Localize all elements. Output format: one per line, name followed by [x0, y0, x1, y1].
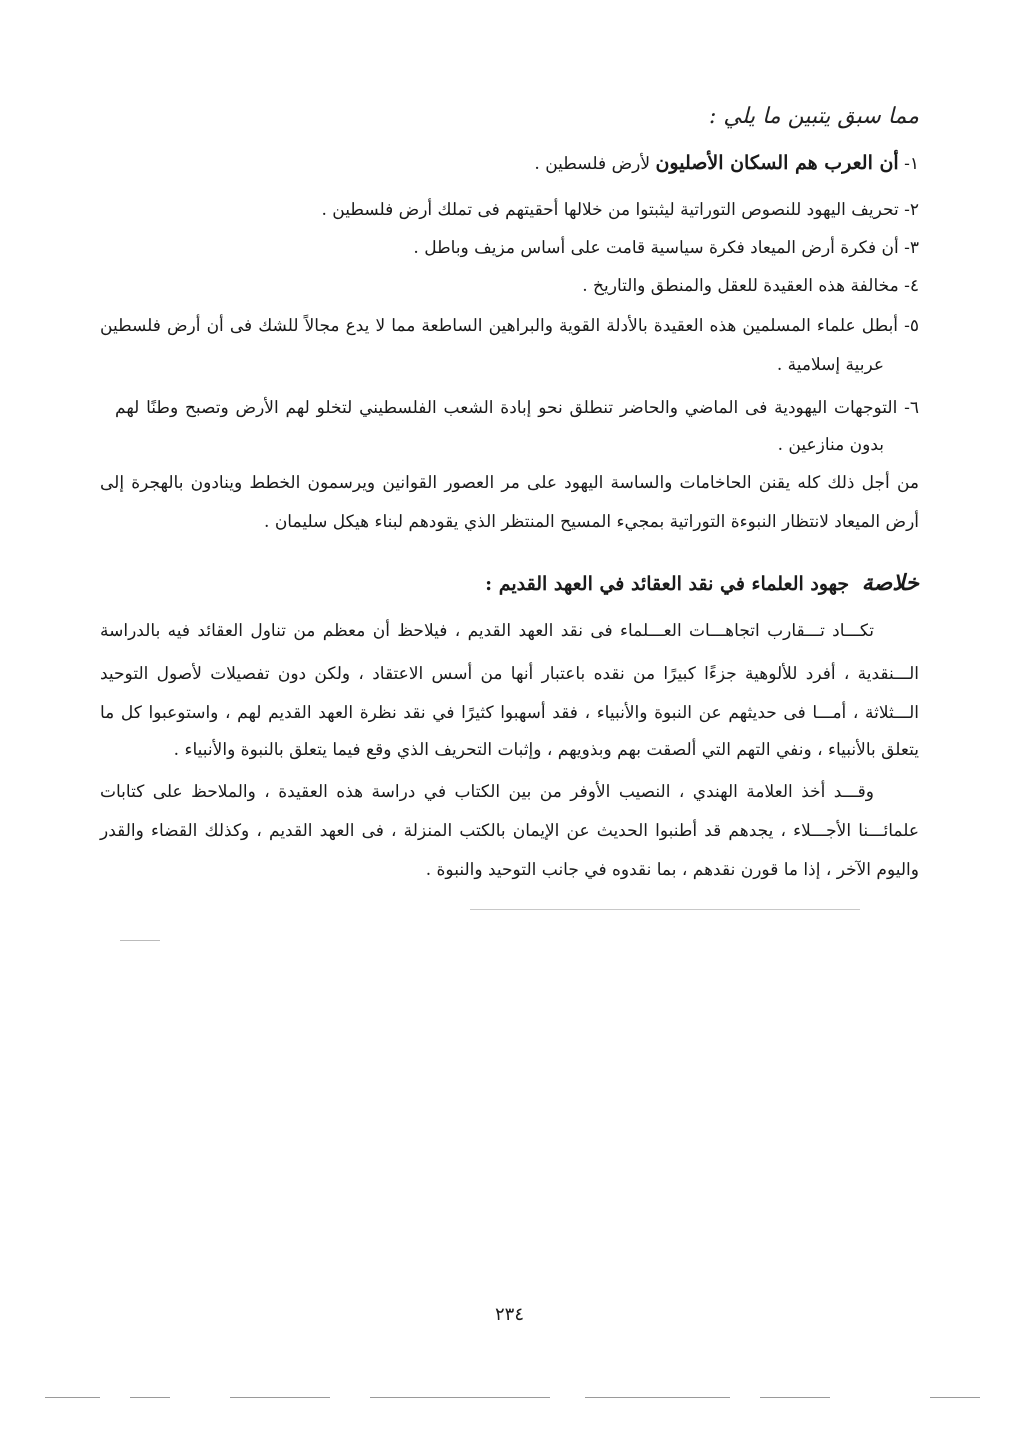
point-5-line-2: عربية إسلامية . — [776, 355, 884, 375]
point-2 — [322, 197, 920, 223]
point-5-number: ٥- — [904, 316, 919, 336]
summary-heading-handwritten: خلاصة — [861, 570, 919, 596]
handwritten-intro: مما سبق يتبين ما يلي : — [708, 104, 919, 129]
point-3-text: أن فكرة أرض الميعاد فكرة سياسية قامت على أساس مزيف وباطل . — [413, 238, 899, 258]
closing-paragraph-line-2: أرض الميعاد لانتظار النبوءة التوراتية بمجيء المسيح المنتظر الذي يقودهم لبناء هيكل سليمان . — [264, 512, 919, 532]
point-6-line-1 — [115, 395, 919, 421]
point-2-text: تحريف اليهود للنصوص التوراتية ليثبتوا من خلالها أحقيتهم فى تملك أرض فلسطين . — [321, 200, 899, 220]
point-5-line-1 — [100, 313, 919, 339]
summary-heading — [485, 570, 919, 596]
point-6-number: ٦- — [904, 398, 920, 418]
point-6-text: التوجهات اليهودية فى الماضي والحاضر تنطلق نحو إبادة الشعب الفلسطيني لتخلو لهم الأرض وتصبح وطنًا لهم — [115, 398, 898, 418]
scan-edge-rule — [760, 1397, 830, 1398]
scan-edge-rule — [930, 1397, 980, 1398]
scan-speck — [120, 940, 160, 941]
point-2-number: ٢- — [904, 200, 919, 220]
page-number: ٢٣٤ — [494, 1304, 524, 1325]
scan-edge-rule — [585, 1397, 730, 1398]
summary-p1-line-1: تكـــاد تـــقارب اتجاهـــات العـــلماء فى نقد العهد القديم ، فيلاحظ أن معظم من تناول العقائد فيه بالدراسة — [100, 621, 874, 641]
point-1 — [534, 150, 919, 177]
point-3 — [413, 235, 919, 261]
scan-speck — [470, 909, 860, 910]
summary-p1-line-4: يتعلق بالأنبياء ، ونفي التهم التي ألصقت بهم وبذويهم ، وإثبات التحريف الذي وقع فيما يتعلق بالنبوة والأنبياء . — [173, 740, 919, 760]
summary-p2-line-2: علمائـــنا الأجـــلاء ، يجدهم قد أطنبوا الحديث عن الإيمان بالكتب المنزلة ، فى العهد القديم ، وكذلك القضاء والقدر — [100, 821, 919, 841]
summary-p2-line-1: وقـــد أخذ العلامة الهندي ، النصيب الأوفر من بين الكتاب في دراسة هذه العقيدة ، والملاحظ على كتابات — [100, 782, 874, 802]
scan-edge-rule — [230, 1397, 330, 1398]
scan-edge-rule — [45, 1397, 100, 1398]
summary-heading-title: جهود العلماء في نقد العقائد في العهد القديم : — [485, 573, 850, 595]
point-4-text: مخالفة هذه العقيدة للعقل والمنطق والتاريخ . — [582, 276, 899, 296]
point-1-number: ١- — [904, 154, 919, 174]
point-1-rest: لأرض فلسطين . — [534, 154, 651, 174]
summary-p1-line-3: الـــثلاثة ، أمـــا فى حديثهم عن النبوة والأنبياء ، فقد أسهبوا كثيرًا في نقد نظرة العهد القديم لهم ، واستوعبوا كل ما — [100, 703, 919, 723]
point-4-number: ٤- — [904, 276, 919, 296]
closing-paragraph-line-1: من أجل ذلك كله يقنن الحاخامات والساسة اليهود على مر العصور القوانين ويرسمون الخطط وينادون بالهجرة إلى — [100, 473, 919, 493]
scan-edge-rule — [130, 1397, 170, 1398]
summary-p2-line-3: واليوم الآخر ، إذا ما قورن نقدهم ، بما نقدوه في جانب التوحيد والنبوة . — [425, 860, 919, 880]
point-4 — [582, 273, 919, 299]
point-3-number: ٣- — [904, 238, 919, 258]
scan-edge-rule — [370, 1397, 550, 1398]
point-1-lead: أن العرب هم السكان الأصليون — [655, 152, 899, 174]
point-5-text: أبطل علماء المسلمين هذه العقيدة بالأدلة القوية والبراهين الساطعة مما لا يدع مجالاً للشك فى أن أرض فلسطين — [100, 316, 899, 336]
point-6-line-2: بدون منازعين . — [777, 435, 884, 455]
summary-p1-line-2: الـــنقدية ، أفرد للألوهية جزءًا كبيرًا من نقده باعتبار أنها من أسس الاعتقاد ، ولكن دون تفصيلات لأصول التوحيد — [100, 664, 919, 684]
